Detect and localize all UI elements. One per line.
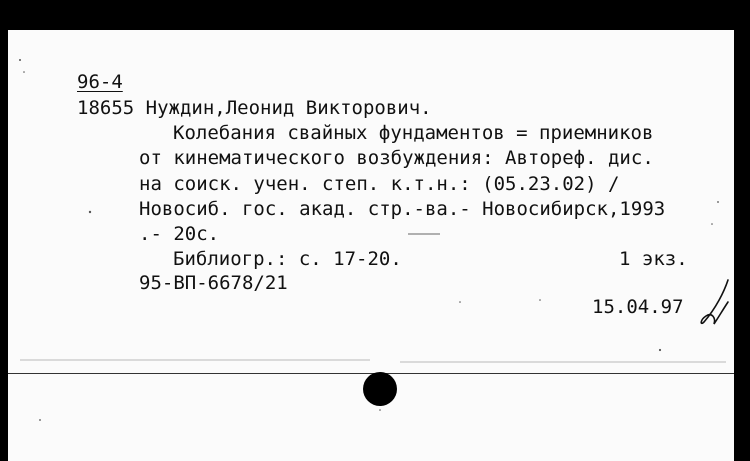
title-line-2: от кинематического возбуждения: Автореф. дис. bbox=[139, 147, 654, 169]
pages-line: .- 20с. bbox=[139, 223, 220, 245]
publication-line: Новосиб. гос. акад. стр.-ва.- Новосибирск,1993 bbox=[139, 198, 666, 220]
shelf-mark: 96-4 bbox=[77, 71, 123, 93]
accession-date: 15.04.97 bbox=[592, 296, 684, 318]
copies-count: 1 экз. bbox=[619, 248, 688, 270]
author-line: 18655 Нуждин,Леонид Викторович. bbox=[77, 97, 432, 119]
bibliography-note: Библиогр.: с. 17-20. bbox=[173, 248, 402, 270]
title-line-3: на соиск. учен. степ. к.т.н.: (05.23.02) / bbox=[139, 173, 620, 195]
title-line-1: Колебания свайных фундаментов = приемников bbox=[173, 122, 654, 144]
registration-number: 95-ВП-6678/21 bbox=[139, 272, 288, 294]
